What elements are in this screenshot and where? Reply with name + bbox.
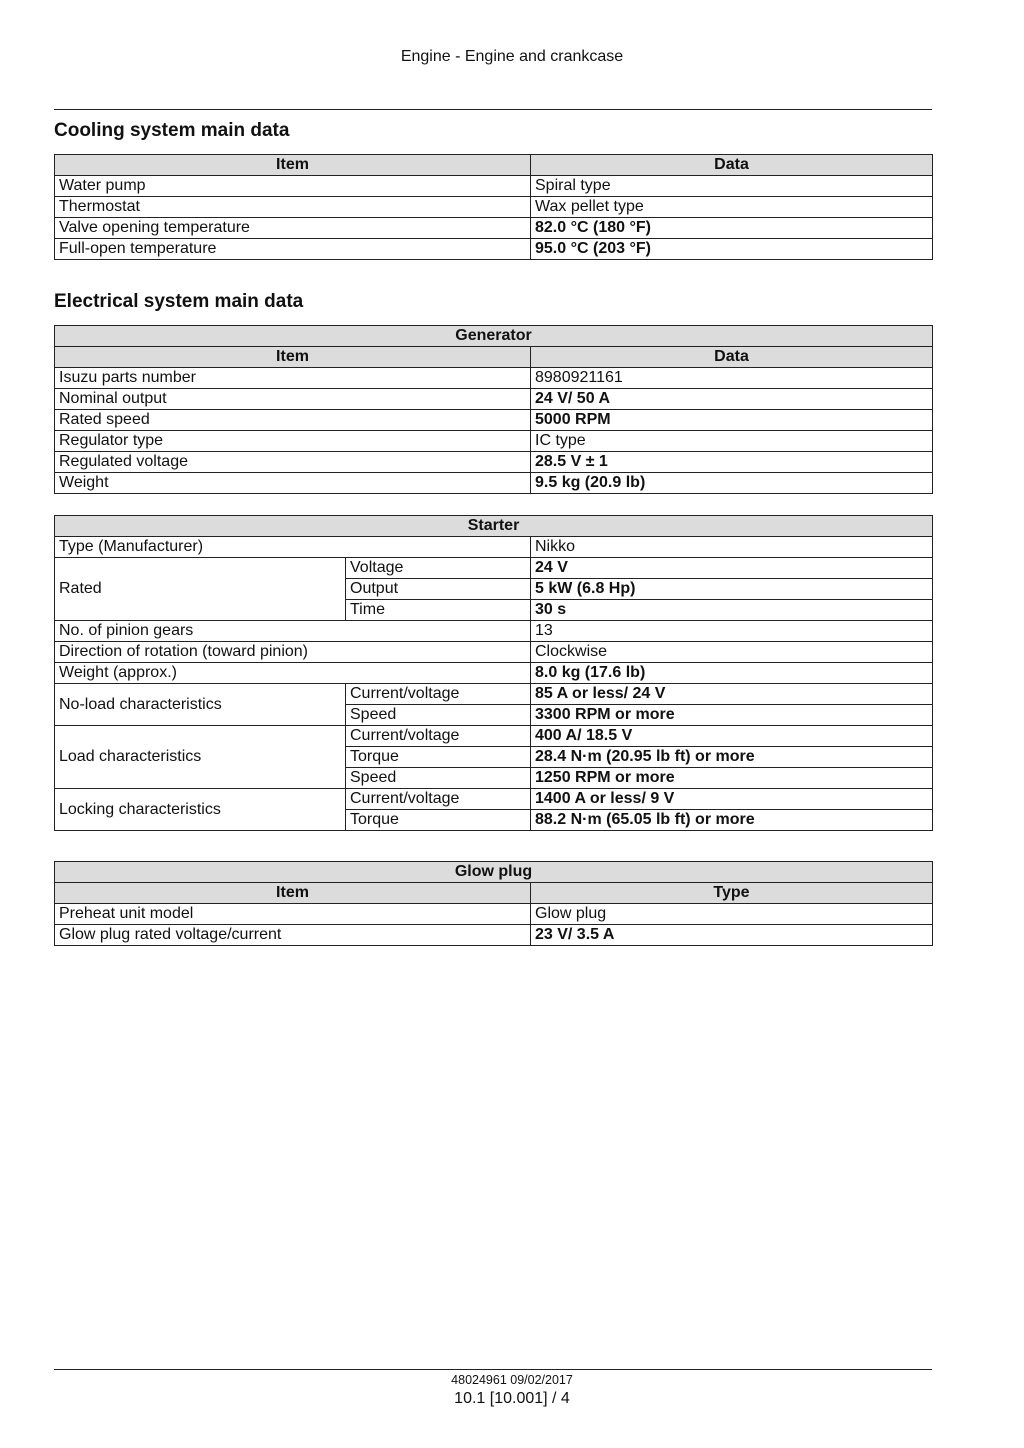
cooling-item: Water pump (55, 176, 531, 197)
header-rule (54, 109, 932, 110)
starter-label: No. of pinion gears (55, 621, 531, 642)
table-row (55, 431, 933, 452)
electrical-heading: Electrical system main data (54, 291, 304, 312)
generator-data: 24 V/ 50 A (531, 389, 933, 410)
generator-data: 28.5 V ± 1 (531, 452, 933, 473)
table-row (55, 368, 933, 389)
table-row (55, 410, 933, 431)
cooling-table (54, 154, 933, 260)
starter-value: 400 A/ 18.5 V (531, 726, 933, 747)
starter-sub-label: Torque (346, 747, 531, 768)
glowplug-col-item: Item (55, 883, 531, 904)
starter-value: 1250 RPM or more (531, 768, 933, 789)
generator-data: 8980921161 (531, 368, 933, 389)
table-row (55, 197, 933, 218)
cooling-data: 95.0 °C (203 °F) (531, 239, 933, 260)
glowplug-data: 23 V/ 3.5 A (531, 925, 933, 946)
table-row (55, 925, 933, 946)
starter-noload-label: No-load characteristics (55, 684, 346, 726)
generator-item: Regulated voltage (55, 452, 531, 473)
table-row (55, 684, 933, 705)
footer-page-number: 10.1 [10.001] / 4 (454, 1390, 570, 1407)
generator-col-item: Item (55, 347, 531, 368)
starter-value: 13 (531, 621, 933, 642)
glowplug-title: Glow plug (55, 862, 933, 883)
starter-value: 24 V (531, 558, 933, 579)
table-row (55, 452, 933, 473)
starter-label: Weight (approx.) (55, 663, 531, 684)
starter-title: Starter (55, 516, 933, 537)
generator-item: Rated speed (55, 410, 531, 431)
table-row (55, 663, 933, 684)
starter-sub-label: Speed (346, 768, 531, 789)
starter-sub-label: Voltage (346, 558, 531, 579)
glowplug-data: Glow plug (531, 904, 933, 925)
generator-col-data: Data (531, 347, 933, 368)
page-header: Engine - Engine and crankcase (400, 48, 624, 65)
starter-value: 85 A or less/ 24 V (531, 684, 933, 705)
generator-data: 5000 RPM (531, 410, 933, 431)
table-row (55, 389, 933, 410)
starter-sub-label: Speed (346, 705, 531, 726)
starter-type-value: Nikko (531, 537, 933, 558)
generator-title: Generator (55, 326, 933, 347)
starter-sub-label: Current/voltage (346, 789, 531, 810)
starter-value: 3300 RPM or more (531, 705, 933, 726)
starter-type-label: Type (Manufacturer) (55, 537, 531, 558)
starter-table (54, 515, 933, 831)
footer-rule (54, 1369, 932, 1370)
glowplug-col-type: Type (531, 883, 933, 904)
starter-sub-label: Current/voltage (346, 684, 531, 705)
cooling-col-item: Item (55, 155, 531, 176)
cooling-item: Thermostat (55, 197, 531, 218)
glowplug-item: Preheat unit model (55, 904, 531, 925)
cooling-data: Wax pellet type (531, 197, 933, 218)
table-row (55, 218, 933, 239)
table-row (55, 642, 933, 663)
glowplug-table (54, 861, 933, 946)
starter-value: 28.4 N·m (20.95 lb ft) or more (531, 747, 933, 768)
cooling-item: Full-open temperature (55, 239, 531, 260)
table-row (55, 239, 933, 260)
table-row (55, 558, 933, 579)
generator-item: Weight (55, 473, 531, 494)
starter-label: Direction of rotation (toward pinion) (55, 642, 531, 663)
table-row (55, 537, 933, 558)
starter-sub-label: Current/voltage (346, 726, 531, 747)
footer-doc-id: 48024961 09/02/2017 (451, 1373, 573, 1387)
generator-item: Isuzu parts number (55, 368, 531, 389)
generator-table (54, 325, 933, 494)
cooling-col-data: Data (531, 155, 933, 176)
starter-value: Clockwise (531, 642, 933, 663)
table-row (55, 904, 933, 925)
table-row (55, 473, 933, 494)
cooling-heading: Cooling system main data (54, 120, 290, 141)
starter-value: 1400 A or less/ 9 V (531, 789, 933, 810)
cooling-item: Valve opening temperature (55, 218, 531, 239)
cooling-data: 82.0 °C (180 °F) (531, 218, 933, 239)
starter-value: 30 s (531, 600, 933, 621)
generator-data: IC type (531, 431, 933, 452)
starter-value: 88.2 N·m (65.05 lb ft) or more (531, 810, 933, 831)
starter-sub-label: Torque (346, 810, 531, 831)
starter-value: 8.0 kg (17.6 lb) (531, 663, 933, 684)
starter-sub-label: Output (346, 579, 531, 600)
table-row (55, 176, 933, 197)
cooling-data: Spiral type (531, 176, 933, 197)
generator-item: Regulator type (55, 431, 531, 452)
table-row (55, 789, 933, 810)
starter-sub-label: Time (346, 600, 531, 621)
starter-load-label: Load characteristics (55, 726, 346, 789)
generator-item: Nominal output (55, 389, 531, 410)
table-row (55, 621, 933, 642)
generator-data: 9.5 kg (20.9 lb) (531, 473, 933, 494)
table-row (55, 726, 933, 747)
starter-lock-label: Locking characteristics (55, 789, 346, 831)
glowplug-item: Glow plug rated voltage/current (55, 925, 531, 946)
starter-rated-label: Rated (55, 558, 346, 621)
starter-value: 5 kW (6.8 Hp) (531, 579, 933, 600)
